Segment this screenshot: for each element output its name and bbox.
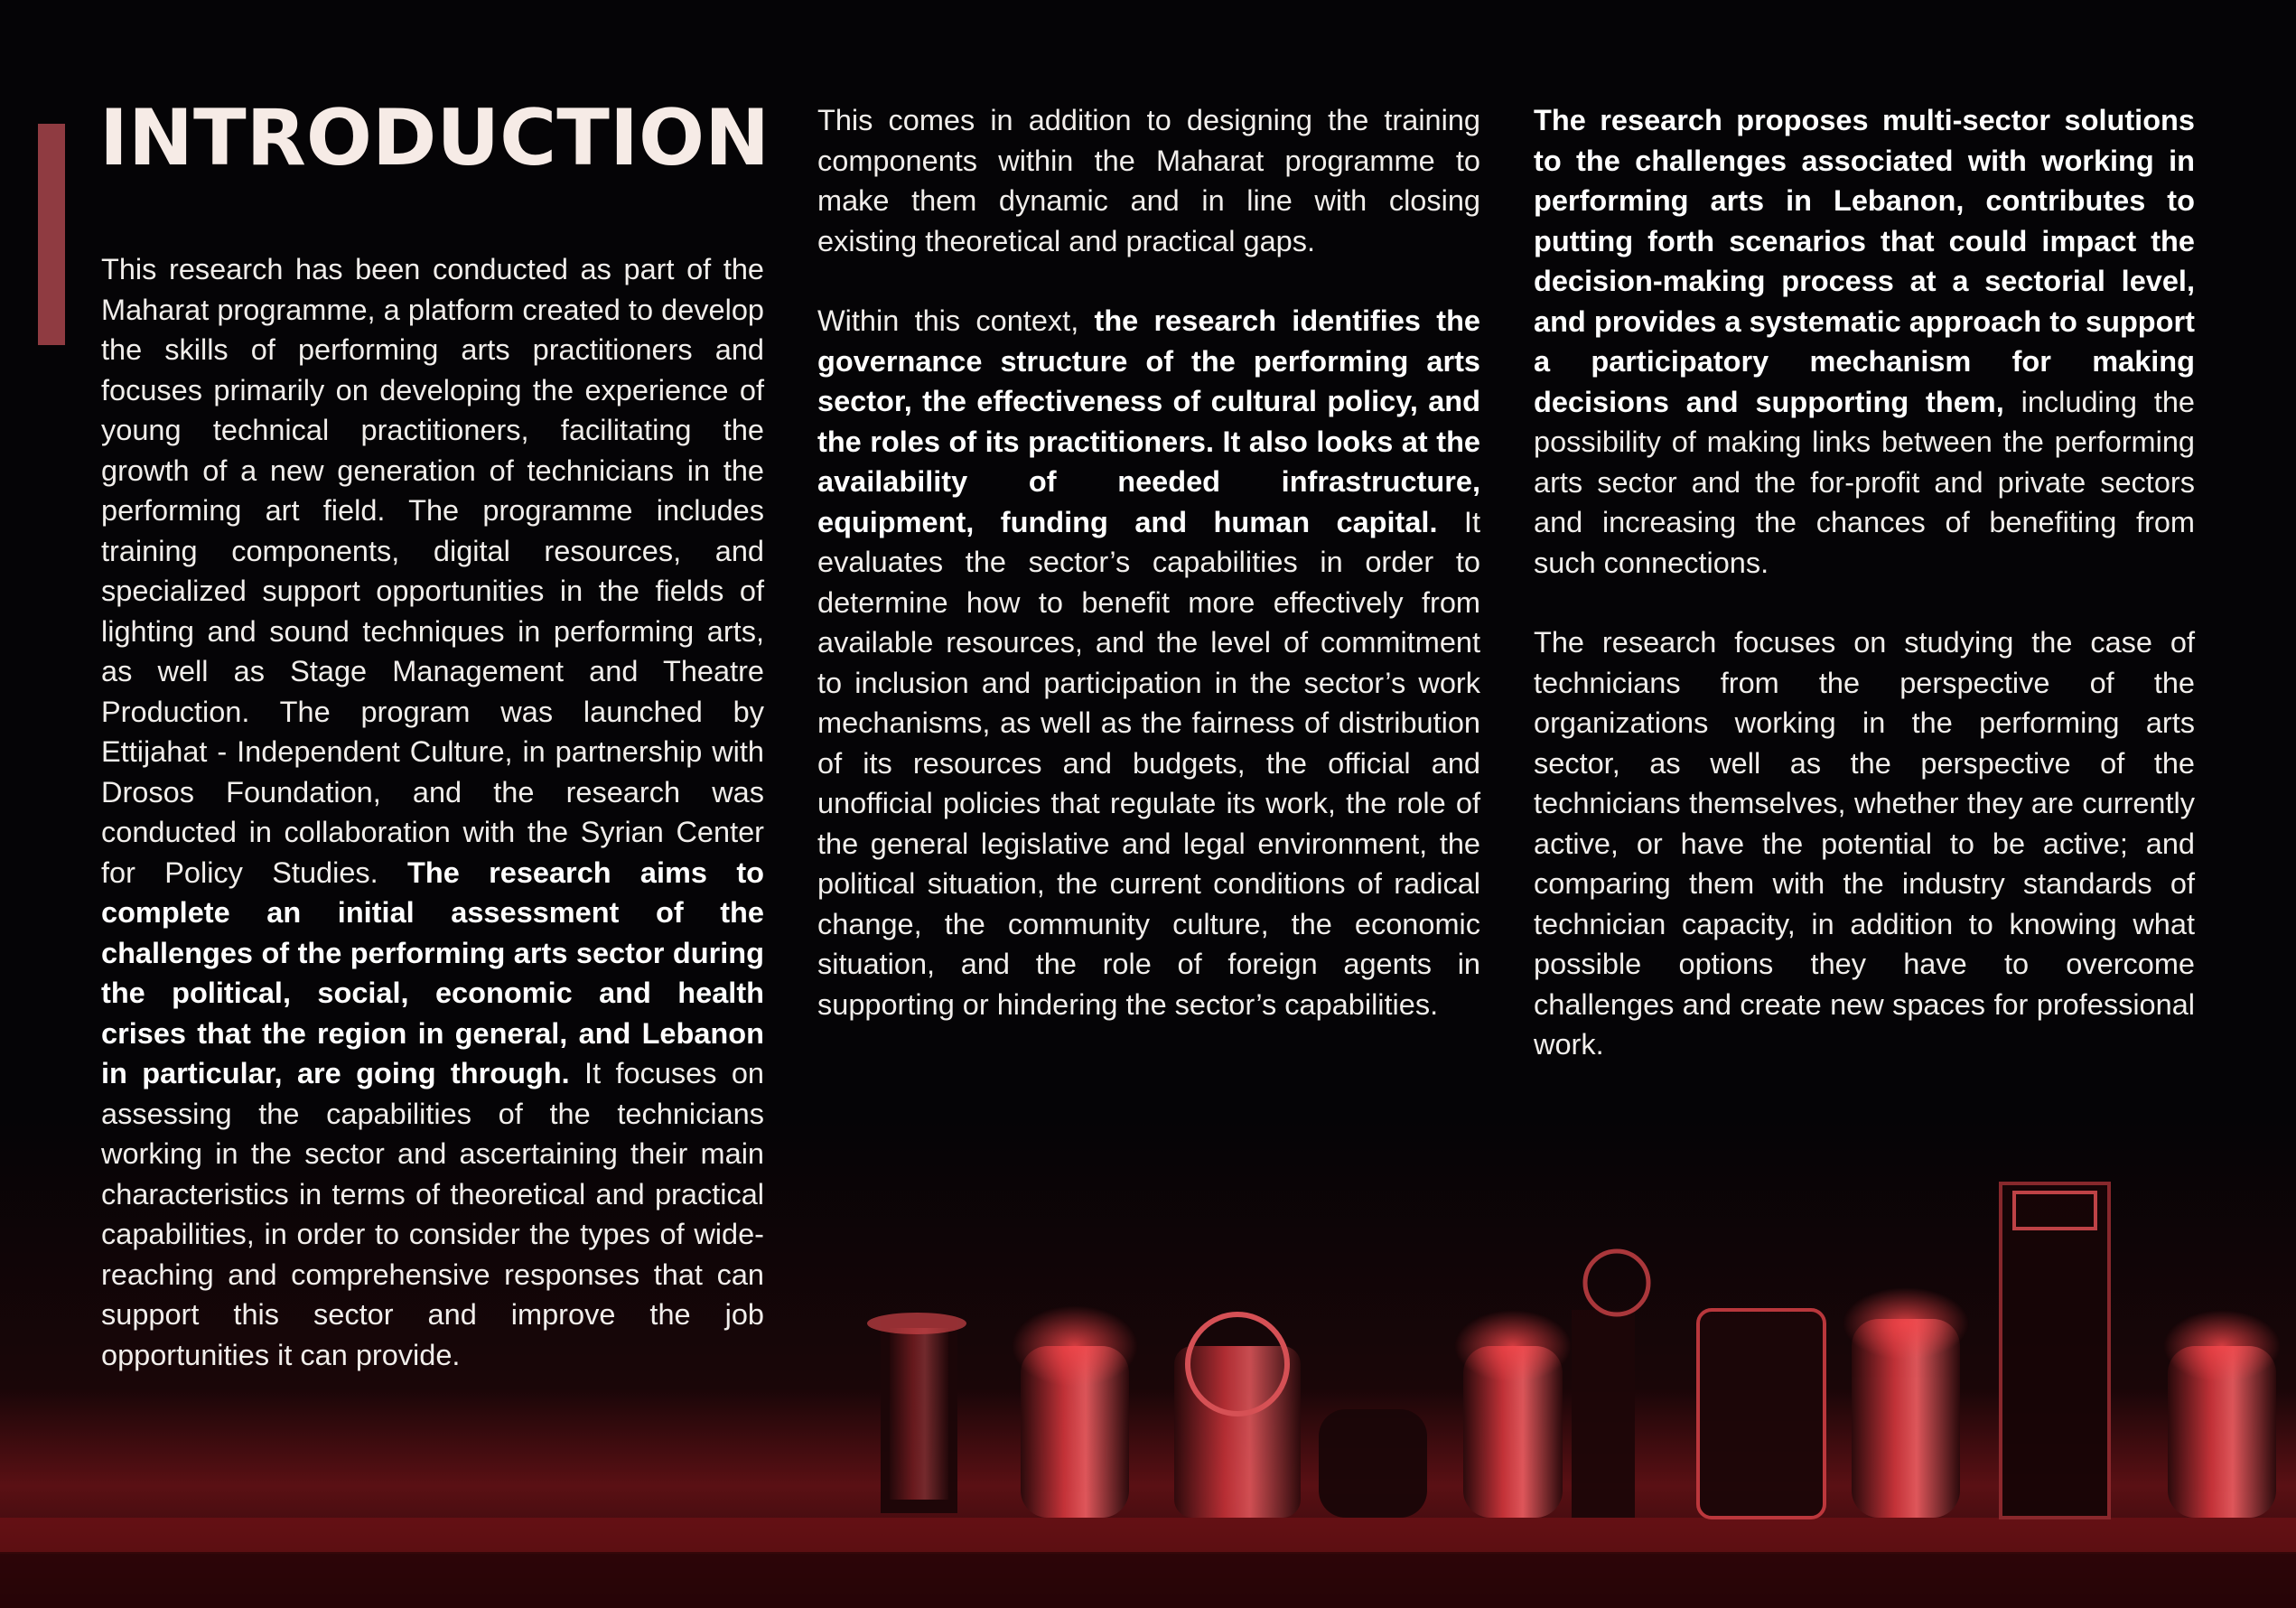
- column-3: [1534, 100, 2195, 1065]
- text-run: It focuses on assessing the capabilities of the technicians working in the sector and ascertaining their main characteristics in terms of theoretical and practical capabilities, in order to consider the types of wide-reaching and comprehensive responses that can support this sector and improve the job opportunities it can provide.: [101, 1057, 764, 1371]
- text-run: This research has been conducted as part of the Maharat programme, a platform created to develop the skills of performing arts practitioners and focuses primarily on developing the experience of young technical practitioners, facilitating the growth of a new generation of technicians in the performing art field. The programme includes training components, digital resources, and specialized support opportunities in the fields of lighting and sound techniques in performing arts, as well as Stage Management and Theatre Production. The program was launched by Ettijahat - Independent Culture, in partnership with Drosos Foundation, and the research was conducted in collaboration with the Syrian Center for Policy Studies.: [101, 253, 764, 889]
- text-run: Within this context,: [817, 304, 1095, 337]
- bold-text-run: The research proposes multi-sector solutions to the challenges associated with working in performing arts in Lebanon, contributes to putting forth scenarios that could impact the decision-making process at a sectorial level, and provides a systematic approach to support a participatory mechanism for making decisions and supporting them,: [1534, 104, 2195, 418]
- text-run: including the possibility of making links between the performing arts sector and the for-profit and private sectors and increasing the chances of benefiting from such connections.: [1534, 385, 2195, 579]
- paragraph: [817, 301, 1480, 1024]
- paragraph: [1534, 100, 2195, 583]
- column-1: [101, 249, 764, 1375]
- column-2: [817, 100, 1480, 1024]
- page-title: INTRODUCTION: [99, 93, 770, 183]
- paragraph: [101, 249, 764, 1375]
- paragraph: The research focuses on studying the case of technicians from the perspective of the organizations working in the performing arts sector, as well as the perspective of the technicians themselves, whether they are currently active, or have the potential to be active; and comparing them with the industry standards of technician capacity, in addition to knowing what possible options they have to overcome challenges and create new spaces for professional work.: [1534, 626, 2195, 1061]
- bold-text-run: The research aims to complete an initial assessment of the challenges of the performing arts sector during the political, social, economic and health crises that the region in general, and Lebanon in particular, are going through.: [101, 855, 764, 1089]
- accent-bar: [38, 124, 65, 345]
- bold-text-run: the research identifies the governance structure of the performing arts sector, the effectiveness of cultural policy, and the roles of its practitioners. It also looks at the availability of needed infrastructure, equipment, funding and human capital.: [817, 304, 1480, 538]
- text-run: It evaluates the sector’s capabilities in order to determine how to benefit more effectively from available resources, and the level of commitment to inclusion and participation in the sector’s work mechanisms, as well as the fairness of distribution of its resources and budgets, the official and unofficial policies that regulate its work, the role of the general legislative and legal environment, the political situation, the current conditions of radical change, the community culture, the economic situation, and the role of foreign agents in supporting or hindering the sector’s capabilities.: [817, 505, 1480, 1021]
- paragraph: This comes in addition to designing the training components within the Maharat programme to make them dynamic and in line with closing existing theoretical and practical gaps.: [817, 104, 1480, 257]
